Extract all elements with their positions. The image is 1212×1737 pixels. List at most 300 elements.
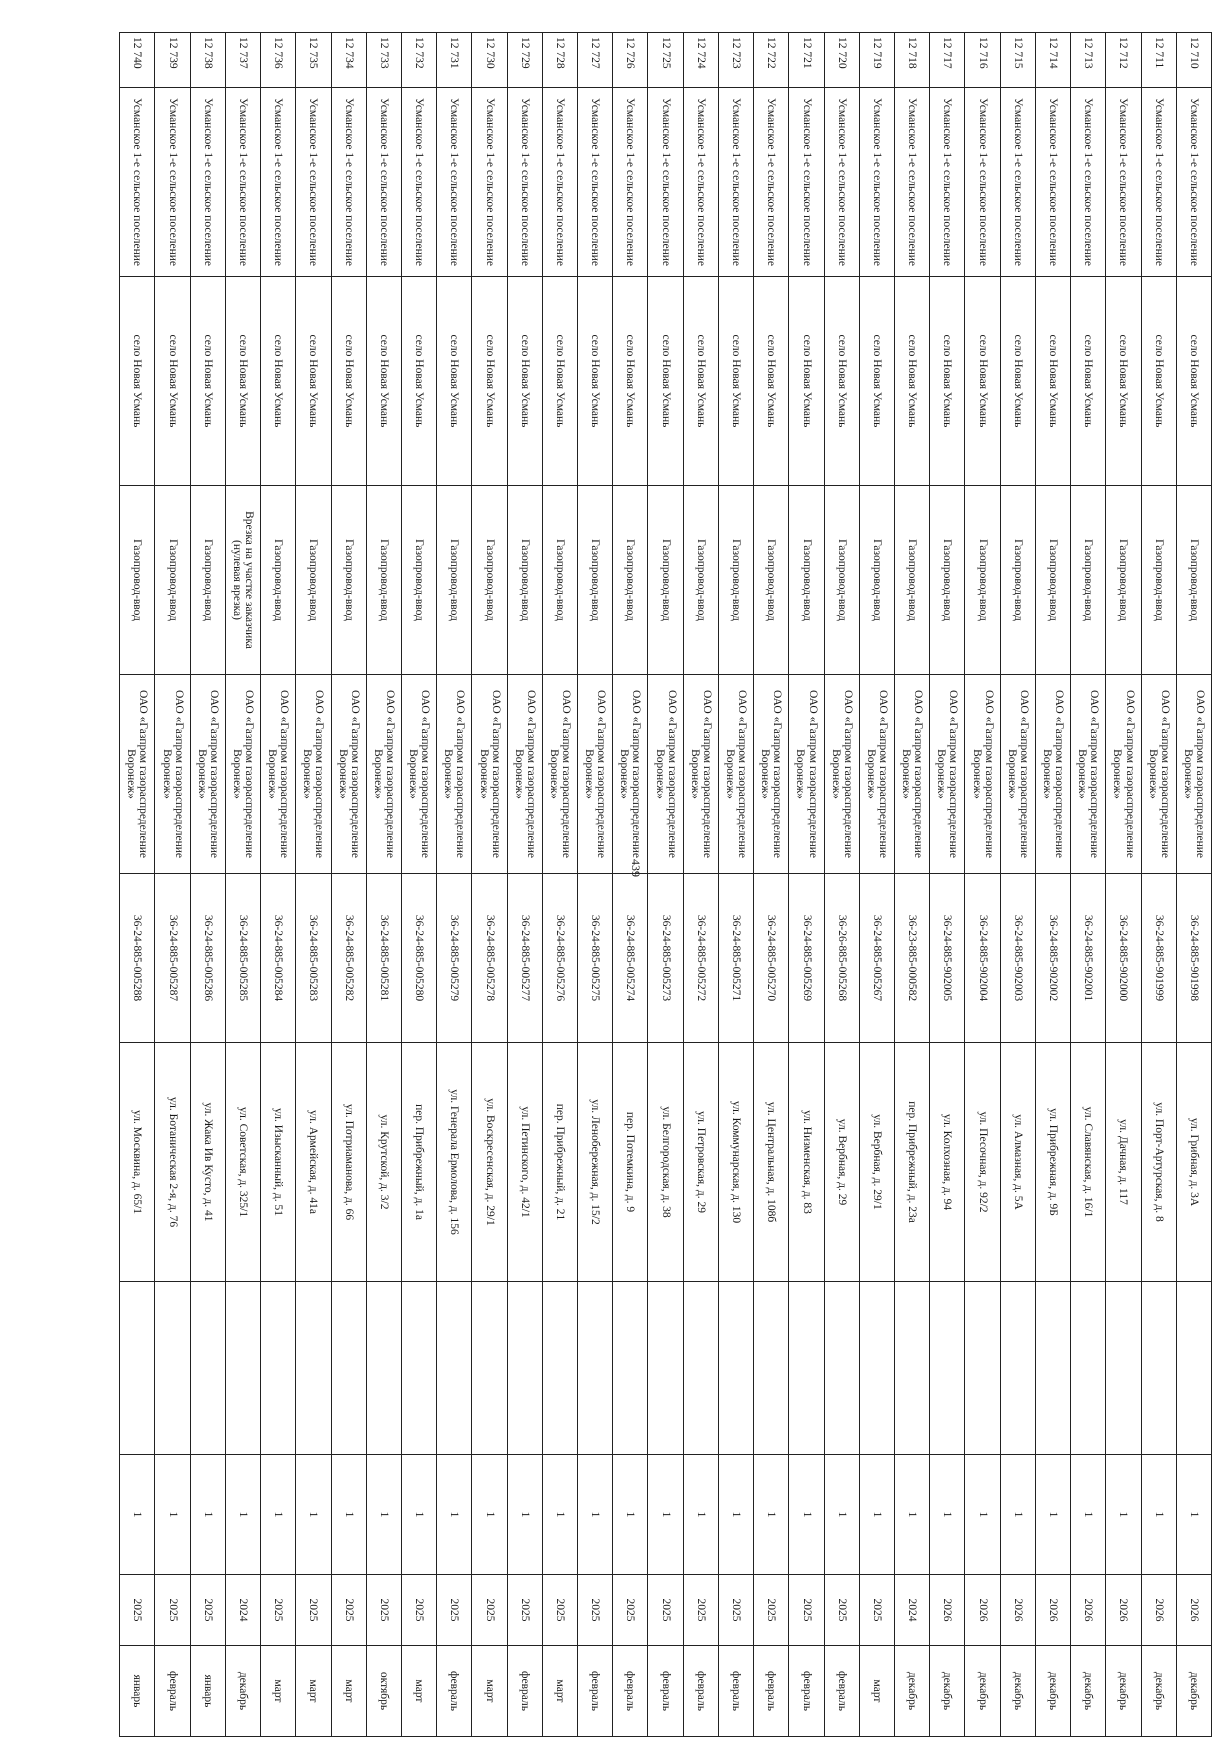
object-type-cell: Газопровод-ввод: [1176, 486, 1211, 675]
month-cell: март: [401, 1646, 436, 1737]
table-row: [683, 33, 718, 1737]
quantity-cell: 1: [261, 1455, 296, 1575]
row-number-cell: 12 719: [859, 33, 894, 88]
cadastral-number-cell: 36-24-885-902003: [1000, 874, 1035, 1043]
year-cell: 2025: [754, 1575, 789, 1646]
month-cell: февраль: [754, 1646, 789, 1737]
empty-cell: [437, 1282, 472, 1455]
object-type-cell: Газопровод-ввод: [120, 486, 155, 675]
address-cell: ул. Прибрежная, д. 9Б: [1035, 1043, 1070, 1282]
locality-cell: село Новая Усмань: [718, 277, 753, 486]
month-cell: март: [261, 1646, 296, 1737]
year-cell: 2026: [965, 1575, 1000, 1646]
empty-cell: [613, 1282, 648, 1455]
quantity-cell: 1: [507, 1455, 542, 1575]
object-type-cell: Газопровод-ввод: [401, 486, 436, 675]
organization-cell: ОАО «Газпром газораспределение Воронеж»: [331, 675, 366, 874]
address-cell: ул. Дачная, д. 117: [1106, 1043, 1141, 1282]
quantity-cell: 1: [225, 1455, 260, 1575]
quantity-cell: 1: [1071, 1455, 1106, 1575]
row-number-cell: 12 722: [754, 33, 789, 88]
organization-cell: ОАО «Газпром газораспределение Воронеж»: [1141, 675, 1176, 874]
empty-cell: [683, 1282, 718, 1455]
object-type-cell: Газопровод-ввод: [1035, 486, 1070, 675]
address-cell: ул. Порт-Артурская, д. 8: [1141, 1043, 1176, 1282]
cadastral-number-cell: 36-24-885-005275: [578, 874, 613, 1043]
empty-cell: [120, 1282, 155, 1455]
empty-cell: [648, 1282, 683, 1455]
quantity-cell: 1: [613, 1455, 648, 1575]
quantity-cell: 1: [1106, 1455, 1141, 1575]
settlement-cell: Усманское 1-е сельское поселение: [930, 88, 965, 277]
year-cell: 2025: [261, 1575, 296, 1646]
quantity-cell: 1: [1000, 1455, 1035, 1575]
address-cell: ул. Алмазная, д. 5А: [1000, 1043, 1035, 1282]
organization-cell: ОАО «Газпром газораспределение Воронеж»: [718, 675, 753, 874]
empty-cell: [578, 1282, 613, 1455]
month-cell: январь: [120, 1646, 155, 1737]
year-cell: 2025: [296, 1575, 331, 1646]
cadastral-number-cell: 36-24-885-005287: [155, 874, 190, 1043]
locality-cell: село Новая Усмань: [789, 277, 824, 486]
table-row: [859, 33, 894, 1737]
quantity-cell: 1: [578, 1455, 613, 1575]
address-cell: ул. Потриаманова, д. 66: [331, 1043, 366, 1282]
address-cell: пер. Прибрежный, д. 1а: [401, 1043, 436, 1282]
year-cell: 2025: [648, 1575, 683, 1646]
organization-cell: ОАО «Газпром газораспределение Воронеж»: [155, 675, 190, 874]
quantity-cell: 1: [965, 1455, 1000, 1575]
locality-cell: село Новая Усмань: [683, 277, 718, 486]
organization-cell: ОАО «Газпром газораспределение Воронеж»: [613, 675, 648, 874]
object-type-cell: Газопровод-ввод: [824, 486, 859, 675]
empty-cell: [1071, 1282, 1106, 1455]
address-cell: ул. Низменская, д. 83: [789, 1043, 824, 1282]
row-number-cell: 12 731: [437, 33, 472, 88]
address-cell: ул. Петровская, д. 29: [683, 1043, 718, 1282]
year-cell: 2026: [930, 1575, 965, 1646]
cadastral-number-cell: 36-24-885-901998: [1176, 874, 1211, 1043]
quantity-cell: 1: [155, 1455, 190, 1575]
object-type-cell: Газопровод-ввод: [895, 486, 930, 675]
page-number: 439: [629, 859, 643, 877]
year-cell: 2025: [683, 1575, 718, 1646]
year-cell: 2025: [331, 1575, 366, 1646]
organization-cell: ОАО «Газпром газораспределение Воронеж»: [754, 675, 789, 874]
empty-cell: [1106, 1282, 1141, 1455]
cadastral-number-cell: 36-24-885-902002: [1035, 874, 1070, 1043]
cadastral-number-cell: 36-24-885-005276: [542, 874, 577, 1043]
month-cell: февраль: [507, 1646, 542, 1737]
organization-cell: ОАО «Газпром газораспределение Воронеж»: [965, 675, 1000, 874]
locality-cell: село Новая Усмань: [296, 277, 331, 486]
object-type-cell: Газопровод-ввод: [1000, 486, 1035, 675]
quantity-cell: 1: [296, 1455, 331, 1575]
organization-cell: ОАО «Газпром газораспределение Воронеж»: [507, 675, 542, 874]
settlement-cell: Усманское 1-е сельское поселение: [1176, 88, 1211, 277]
organization-cell: ОАО «Газпром газораспределение Воронеж»: [190, 675, 225, 874]
organization-cell: ОАО «Газпром газораспределение Воронеж»: [1071, 675, 1106, 874]
cadastral-number-cell: 36-24-885-902005: [930, 874, 965, 1043]
quantity-cell: 1: [930, 1455, 965, 1575]
table-row: [930, 33, 965, 1737]
settlement-cell: Усманское 1-е сельское поселение: [507, 88, 542, 277]
address-cell: ул. Петинского, д. 42/1: [507, 1043, 542, 1282]
locality-cell: село Новая Усмань: [401, 277, 436, 486]
locality-cell: село Новая Усмань: [366, 277, 401, 486]
quantity-cell: 1: [331, 1455, 366, 1575]
row-number-cell: 12 727: [578, 33, 613, 88]
locality-cell: село Новая Усмань: [542, 277, 577, 486]
object-type-cell: Газопровод-ввод: [366, 486, 401, 675]
address-cell: ул. Советская, д. 325/1: [225, 1043, 260, 1282]
month-cell: февраль: [718, 1646, 753, 1737]
year-cell: 2025: [859, 1575, 894, 1646]
month-cell: декабрь: [1176, 1646, 1211, 1737]
month-cell: февраль: [683, 1646, 718, 1737]
table-row: [366, 33, 401, 1737]
table-row: [261, 33, 296, 1737]
organization-cell: ОАО «Газпром газораспределение Воронеж»: [120, 675, 155, 874]
row-number-cell: 12 730: [472, 33, 507, 88]
cadastral-number-cell: 36-24-885-005279: [437, 874, 472, 1043]
empty-cell: [824, 1282, 859, 1455]
organization-cell: ОАО «Газпром газораспределение Воронеж»: [401, 675, 436, 874]
address-cell: ул. Песочная, д. 92/2: [965, 1043, 1000, 1282]
object-type-cell: Газопровод-ввод: [789, 486, 824, 675]
organization-cell: ОАО «Газпром газораспределение Воронеж»: [1000, 675, 1035, 874]
organization-cell: ОАО «Газпром газораспределение Воронеж»: [542, 675, 577, 874]
settlement-cell: Усманское 1-е сельское поселение: [648, 88, 683, 277]
year-cell: 2025: [542, 1575, 577, 1646]
cadastral-number-cell: 36-24-885-902004: [965, 874, 1000, 1043]
year-cell: 2024: [895, 1575, 930, 1646]
address-cell: ул. Колхозная, д. 94: [930, 1043, 965, 1282]
row-number-cell: 12 735: [296, 33, 331, 88]
organization-cell: ОАО «Газпром газораспределение Воронеж»: [648, 675, 683, 874]
table-row: [542, 33, 577, 1737]
object-type-cell: Газопровод-ввод: [718, 486, 753, 675]
cadastral-number-cell: 36-24-885-005270: [754, 874, 789, 1043]
quantity-cell: 1: [542, 1455, 577, 1575]
settlement-cell: Усманское 1-е сельское поселение: [401, 88, 436, 277]
cadastral-number-cell: 36-24-885-005277: [507, 874, 542, 1043]
object-type-cell: Газопровод-ввод: [296, 486, 331, 675]
quantity-cell: 1: [1035, 1455, 1070, 1575]
empty-cell: [190, 1282, 225, 1455]
cadastral-number-cell: 36-24-885-901999: [1141, 874, 1176, 1043]
table-row: [1035, 33, 1070, 1737]
table-row: [437, 33, 472, 1737]
cadastral-number-cell: 36-24-885-005273: [648, 874, 683, 1043]
settlement-cell: Усманское 1-е сельское поселение: [895, 88, 930, 277]
month-cell: март: [296, 1646, 331, 1737]
year-cell: 2025: [155, 1575, 190, 1646]
organization-cell: ОАО «Газпром газораспределение Воронеж»: [1035, 675, 1070, 874]
locality-cell: село Новая Усмань: [1176, 277, 1211, 486]
address-cell: ул. Славянская, д. 16/1: [1071, 1043, 1106, 1282]
object-type-cell: Газопровод-ввод: [261, 486, 296, 675]
address-cell: ул. Грибная, д. 3А: [1176, 1043, 1211, 1282]
address-cell: ул. Центральная, д. 108б: [754, 1043, 789, 1282]
organization-cell: ОАО «Газпром газораспределение Воронеж»: [1106, 675, 1141, 874]
table-row: [789, 33, 824, 1737]
table-row: [507, 33, 542, 1737]
row-number-cell: 12 726: [613, 33, 648, 88]
row-number-cell: 12 717: [930, 33, 965, 88]
cadastral-number-cell: 36-24-885-005285: [225, 874, 260, 1043]
object-type-cell: Газопровод-ввод: [507, 486, 542, 675]
year-cell: 2026: [1000, 1575, 1035, 1646]
month-cell: январь: [190, 1646, 225, 1737]
quantity-cell: 1: [1176, 1455, 1211, 1575]
table-row: [965, 33, 1000, 1737]
empty-cell: [331, 1282, 366, 1455]
month-cell: март: [859, 1646, 894, 1737]
settlement-cell: Усманское 1-е сельское поселение: [859, 88, 894, 277]
empty-cell: [366, 1282, 401, 1455]
quantity-cell: 1: [437, 1455, 472, 1575]
settlement-cell: Усманское 1-е сельское поселение: [296, 88, 331, 277]
organization-cell: ОАО «Газпром газораспределение Воронеж»: [1176, 675, 1211, 874]
empty-cell: [401, 1282, 436, 1455]
quantity-cell: 1: [120, 1455, 155, 1575]
settlement-cell: Усманское 1-е сельское поселение: [366, 88, 401, 277]
table-row: [155, 33, 190, 1737]
settlement-cell: Усманское 1-е сельское поселение: [718, 88, 753, 277]
locality-cell: село Новая Усмань: [648, 277, 683, 486]
empty-cell: [1035, 1282, 1070, 1455]
table-row: [401, 33, 436, 1737]
row-number-cell: 12 716: [965, 33, 1000, 88]
address-cell: ул. Изысканный, д. 51: [261, 1043, 296, 1282]
table-row: [120, 33, 155, 1737]
table-row: [718, 33, 753, 1737]
settlement-cell: Усманское 1-е сельское поселение: [472, 88, 507, 277]
address-cell: ул. Вербная, д. 29/1: [859, 1043, 894, 1282]
table-row: [754, 33, 789, 1737]
object-type-cell: Газопровод-ввод: [683, 486, 718, 675]
settlement-cell: Усманское 1-е сельское поселение: [437, 88, 472, 277]
year-cell: 2026: [1176, 1575, 1211, 1646]
cadastral-number-cell: 36-23-885-000582: [895, 874, 930, 1043]
settlement-cell: Усманское 1-е сельское поселение: [331, 88, 366, 277]
address-cell: ул. Коммунарская, д. 130: [718, 1043, 753, 1282]
table-row: [1141, 33, 1176, 1737]
row-number-cell: 12 737: [225, 33, 260, 88]
quantity-cell: 1: [648, 1455, 683, 1575]
empty-cell: [1176, 1282, 1211, 1455]
row-number-cell: 12 740: [120, 33, 155, 88]
quantity-cell: 1: [824, 1455, 859, 1575]
empty-cell: [1141, 1282, 1176, 1455]
locality-cell: село Новая Усмань: [859, 277, 894, 486]
year-cell: 2025: [120, 1575, 155, 1646]
empty-cell: [789, 1282, 824, 1455]
month-cell: декабрь: [1141, 1646, 1176, 1737]
locality-cell: село Новая Усмань: [472, 277, 507, 486]
register-table-body: [120, 33, 1212, 1737]
month-cell: декабрь: [1106, 1646, 1141, 1737]
settlement-cell: Усманское 1-е сельское поселение: [824, 88, 859, 277]
organization-cell: ОАО «Газпром газораспределение Воронеж»: [683, 675, 718, 874]
address-cell: пер. Прибрежный, д. 21: [542, 1043, 577, 1282]
cadastral-number-cell: 36-24-885-005267: [859, 874, 894, 1043]
settlement-cell: Усманское 1-е сельское поселение: [754, 88, 789, 277]
month-cell: март: [542, 1646, 577, 1737]
locality-cell: село Новая Усмань: [578, 277, 613, 486]
year-cell: 2025: [613, 1575, 648, 1646]
month-cell: октябрь: [366, 1646, 401, 1737]
organization-cell: ОАО «Газпром газораспределение Воронеж»: [366, 675, 401, 874]
month-cell: декабрь: [1000, 1646, 1035, 1737]
table-row: [1000, 33, 1035, 1737]
register-table: [119, 32, 1212, 1737]
row-number-cell: 12 724: [683, 33, 718, 88]
quantity-cell: 1: [401, 1455, 436, 1575]
address-cell: ул. Генерала Ермолова, д. 156: [437, 1043, 472, 1282]
row-number-cell: 12 720: [824, 33, 859, 88]
locality-cell: село Новая Усмань: [824, 277, 859, 486]
object-type-cell: Газопровод-ввод: [754, 486, 789, 675]
object-type-cell: Врезка на участке заказчика (нулевая врезка): [225, 486, 260, 675]
locality-cell: село Новая Усмань: [331, 277, 366, 486]
quantity-cell: 1: [754, 1455, 789, 1575]
row-number-cell: 12 725: [648, 33, 683, 88]
object-type-cell: Газопровод-ввод: [472, 486, 507, 675]
locality-cell: село Новая Усмань: [754, 277, 789, 486]
settlement-cell: Усманское 1-е сельское поселение: [613, 88, 648, 277]
row-number-cell: 12 739: [155, 33, 190, 88]
empty-cell: [895, 1282, 930, 1455]
table-row: [190, 33, 225, 1737]
cadastral-number-cell: 36-24-885-005274: [613, 874, 648, 1043]
empty-cell: [1000, 1282, 1035, 1455]
object-type-cell: Газопровод-ввод: [1106, 486, 1141, 675]
year-cell: 2025: [789, 1575, 824, 1646]
month-cell: февраль: [437, 1646, 472, 1737]
organization-cell: ОАО «Газпром газораспределение Воронеж»: [859, 675, 894, 874]
settlement-cell: Усманское 1-е сельское поселение: [1000, 88, 1035, 277]
month-cell: март: [331, 1646, 366, 1737]
object-type-cell: Газопровод-ввод: [613, 486, 648, 675]
table-row: [578, 33, 613, 1737]
locality-cell: село Новая Усмань: [1000, 277, 1035, 486]
object-type-cell: Газопровод-ввод: [965, 486, 1000, 675]
object-type-cell: Газопровод-ввод: [1071, 486, 1106, 675]
table-row: [613, 33, 648, 1737]
organization-cell: ОАО «Газпром газораспределение Воронеж»: [437, 675, 472, 874]
empty-cell: [965, 1282, 1000, 1455]
organization-cell: ОАО «Газпром газораспределение Воронеж»: [789, 675, 824, 874]
year-cell: 2026: [1141, 1575, 1176, 1646]
year-cell: 2025: [578, 1575, 613, 1646]
row-number-cell: 12 734: [331, 33, 366, 88]
organization-cell: ОАО «Газпром газораспределение Воронеж»: [824, 675, 859, 874]
organization-cell: ОАО «Газпром газораспределение Воронеж»: [225, 675, 260, 874]
row-number-cell: 12 721: [789, 33, 824, 88]
cadastral-number-cell: 36-24-885-005272: [683, 874, 718, 1043]
address-cell: ул. Москвина, д. 65/1: [120, 1043, 155, 1282]
address-cell: пер. Потемкина, д. 9: [613, 1043, 648, 1282]
empty-cell: [930, 1282, 965, 1455]
table-row: [648, 33, 683, 1737]
table-row: [331, 33, 366, 1737]
row-number-cell: 12 715: [1000, 33, 1035, 88]
settlement-cell: Усманское 1-е сельское поселение: [542, 88, 577, 277]
quantity-cell: 1: [472, 1455, 507, 1575]
month-cell: февраль: [155, 1646, 190, 1737]
row-number-cell: 12 729: [507, 33, 542, 88]
cadastral-number-cell: 36-24-885-005280: [401, 874, 436, 1043]
month-cell: март: [472, 1646, 507, 1737]
object-type-cell: Газопровод-ввод: [155, 486, 190, 675]
empty-cell: [859, 1282, 894, 1455]
quantity-cell: 1: [683, 1455, 718, 1575]
settlement-cell: Усманское 1-е сельское поселение: [120, 88, 155, 277]
month-cell: декабрь: [965, 1646, 1000, 1737]
month-cell: декабрь: [1035, 1646, 1070, 1737]
year-cell: 2025: [401, 1575, 436, 1646]
object-type-cell: Газопровод-ввод: [1141, 486, 1176, 675]
cadastral-number-cell: 36-24-885-005271: [718, 874, 753, 1043]
locality-cell: село Новая Усмань: [507, 277, 542, 486]
year-cell: 2025: [507, 1575, 542, 1646]
row-number-cell: 12 732: [401, 33, 436, 88]
locality-cell: село Новая Усмань: [261, 277, 296, 486]
register-table-container: [119, 32, 1212, 1711]
address-cell: ул. Ботаническая 2-я, д. 76: [155, 1043, 190, 1282]
organization-cell: ОАО «Газпром газораспределение Воронеж»: [261, 675, 296, 874]
row-number-cell: 12 712: [1106, 33, 1141, 88]
month-cell: февраль: [578, 1646, 613, 1737]
quantity-cell: 1: [718, 1455, 753, 1575]
settlement-cell: Усманское 1-е сельское поселение: [965, 88, 1000, 277]
cadastral-number-cell: 36-24-885-005281: [366, 874, 401, 1043]
quantity-cell: 1: [895, 1455, 930, 1575]
month-cell: декабрь: [930, 1646, 965, 1737]
settlement-cell: Усманское 1-е сельское поселение: [190, 88, 225, 277]
year-cell: 2025: [472, 1575, 507, 1646]
address-cell: ул. Вербная, д. 29: [824, 1043, 859, 1282]
empty-cell: [225, 1282, 260, 1455]
empty-cell: [754, 1282, 789, 1455]
organization-cell: ОАО «Газпром газораспределение Воронеж»: [472, 675, 507, 874]
cadastral-number-cell: 36-24-885-005288: [120, 874, 155, 1043]
month-cell: декабрь: [225, 1646, 260, 1737]
settlement-cell: Усманское 1-е сельское поселение: [1106, 88, 1141, 277]
month-cell: декабрь: [895, 1646, 930, 1737]
address-cell: ул. Жака Ив Кусто, д. 41: [190, 1043, 225, 1282]
month-cell: февраль: [789, 1646, 824, 1737]
year-cell: 2025: [437, 1575, 472, 1646]
object-type-cell: Газопровод-ввод: [190, 486, 225, 675]
year-cell: 2024: [225, 1575, 260, 1646]
settlement-cell: Усманское 1-е сельское поселение: [1035, 88, 1070, 277]
cadastral-number-cell: 36-24-885-005269: [789, 874, 824, 1043]
table-row: [1071, 33, 1106, 1737]
locality-cell: село Новая Усмань: [1035, 277, 1070, 486]
settlement-cell: Усманское 1-е сельское поселение: [1071, 88, 1106, 277]
cadastral-number-cell: 36-24-885-902001: [1071, 874, 1106, 1043]
table-row: [1106, 33, 1141, 1737]
organization-cell: ОАО «Газпром газораспределение Воронеж»: [895, 675, 930, 874]
row-number-cell: 12 723: [718, 33, 753, 88]
locality-cell: село Новая Усмань: [155, 277, 190, 486]
month-cell: февраль: [613, 1646, 648, 1737]
locality-cell: село Новая Усмань: [930, 277, 965, 486]
row-number-cell: 12 713: [1071, 33, 1106, 88]
